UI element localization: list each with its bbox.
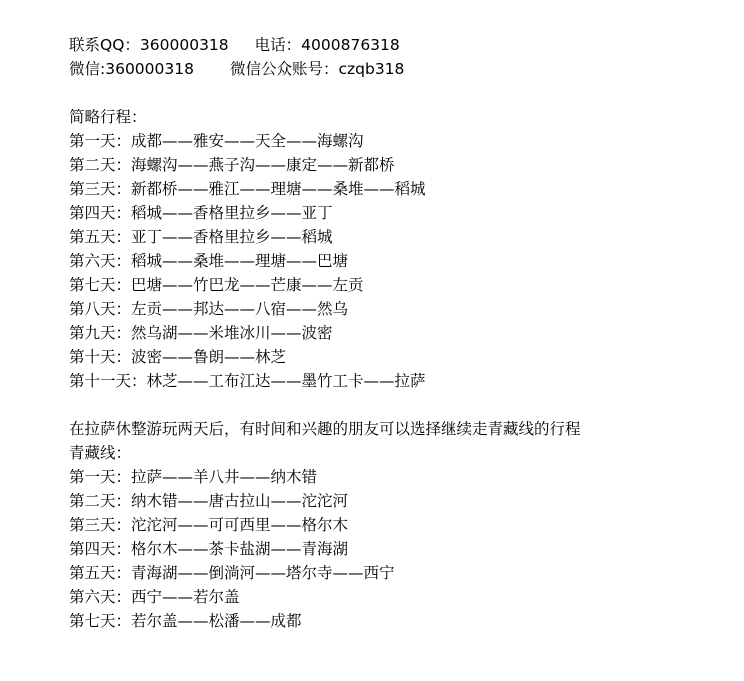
qinghai-tibet-day-1: 第一天：拉萨——羊八井——纳木错 [69,468,318,486]
blank-line [69,81,581,105]
qinghai-tibet-heading: 青藏线： [69,444,132,462]
qinghai-tibet-day-4: 第四天：格尔木——茶卡盐湖——青海湖 [69,540,349,558]
contact-wechat-public: 微信公众账号：czqb318 [229,60,405,78]
qinghai-tibet-day-3: 第三天：沱沱河——可可西里——格尔木 [69,516,349,534]
qinghai-tibet-day-2: 第二天：纳木错——唐古拉山——沱沱河 [69,492,349,510]
blank-line [69,393,581,417]
qinghai-tibet-day-5: 第五天：青海湖——倒淌河——塔尔寺——西宁 [69,564,395,582]
qinghai-tibet-day-6: 第六天：西宁——若尔盖 [69,588,240,606]
brief-day-6: 第六天：稻城——桑堆——理塘——巴塘 [69,252,349,270]
itinerary-document [69,33,581,633]
brief-day-4: 第四天：稻城——香格里拉乡——亚丁 [69,204,333,222]
brief-day-5: 第五天：亚丁——香格里拉乡——稻城 [69,228,333,246]
brief-itinerary-heading: 简略行程： [69,108,147,126]
brief-day-2: 第二天：海螺沟——燕子沟——康定——新都桥 [69,156,395,174]
brief-day-1: 第一天：成都——雅安——天全——海螺沟 [69,132,364,150]
contact-phone: 电话：4000876318 [254,36,400,54]
contact-line-2 [69,57,581,81]
brief-day-10: 第十天：波密——鲁朗——林芝 [69,348,287,366]
qinghai-tibet-day-7: 第七天：若尔盖——松潘——成都 [69,612,302,630]
qinghai-tibet-intro: 在拉萨休整游玩两天后，有时间和兴趣的朋友可以选择继续走青藏线的行程 [69,420,581,438]
contact-line-1 [69,33,581,57]
brief-day-7: 第七天：巴塘——竹巴龙——芒康——左贡 [69,276,364,294]
brief-day-11: 第十一天：林芝——工布江达——墨竹工卡——拉萨 [69,372,426,390]
contact-qq: 联系QQ：360000318 [69,36,229,54]
contact-wechat: 微信:360000318 [69,60,194,78]
brief-day-3: 第三天：新都桥——雅江——理塘——桑堆——稻城 [69,180,426,198]
brief-day-9: 第九天：然乌湖——米堆冰川——波密 [69,324,333,342]
brief-day-8: 第八天：左贡——邦达——八宿——然乌 [69,300,349,318]
